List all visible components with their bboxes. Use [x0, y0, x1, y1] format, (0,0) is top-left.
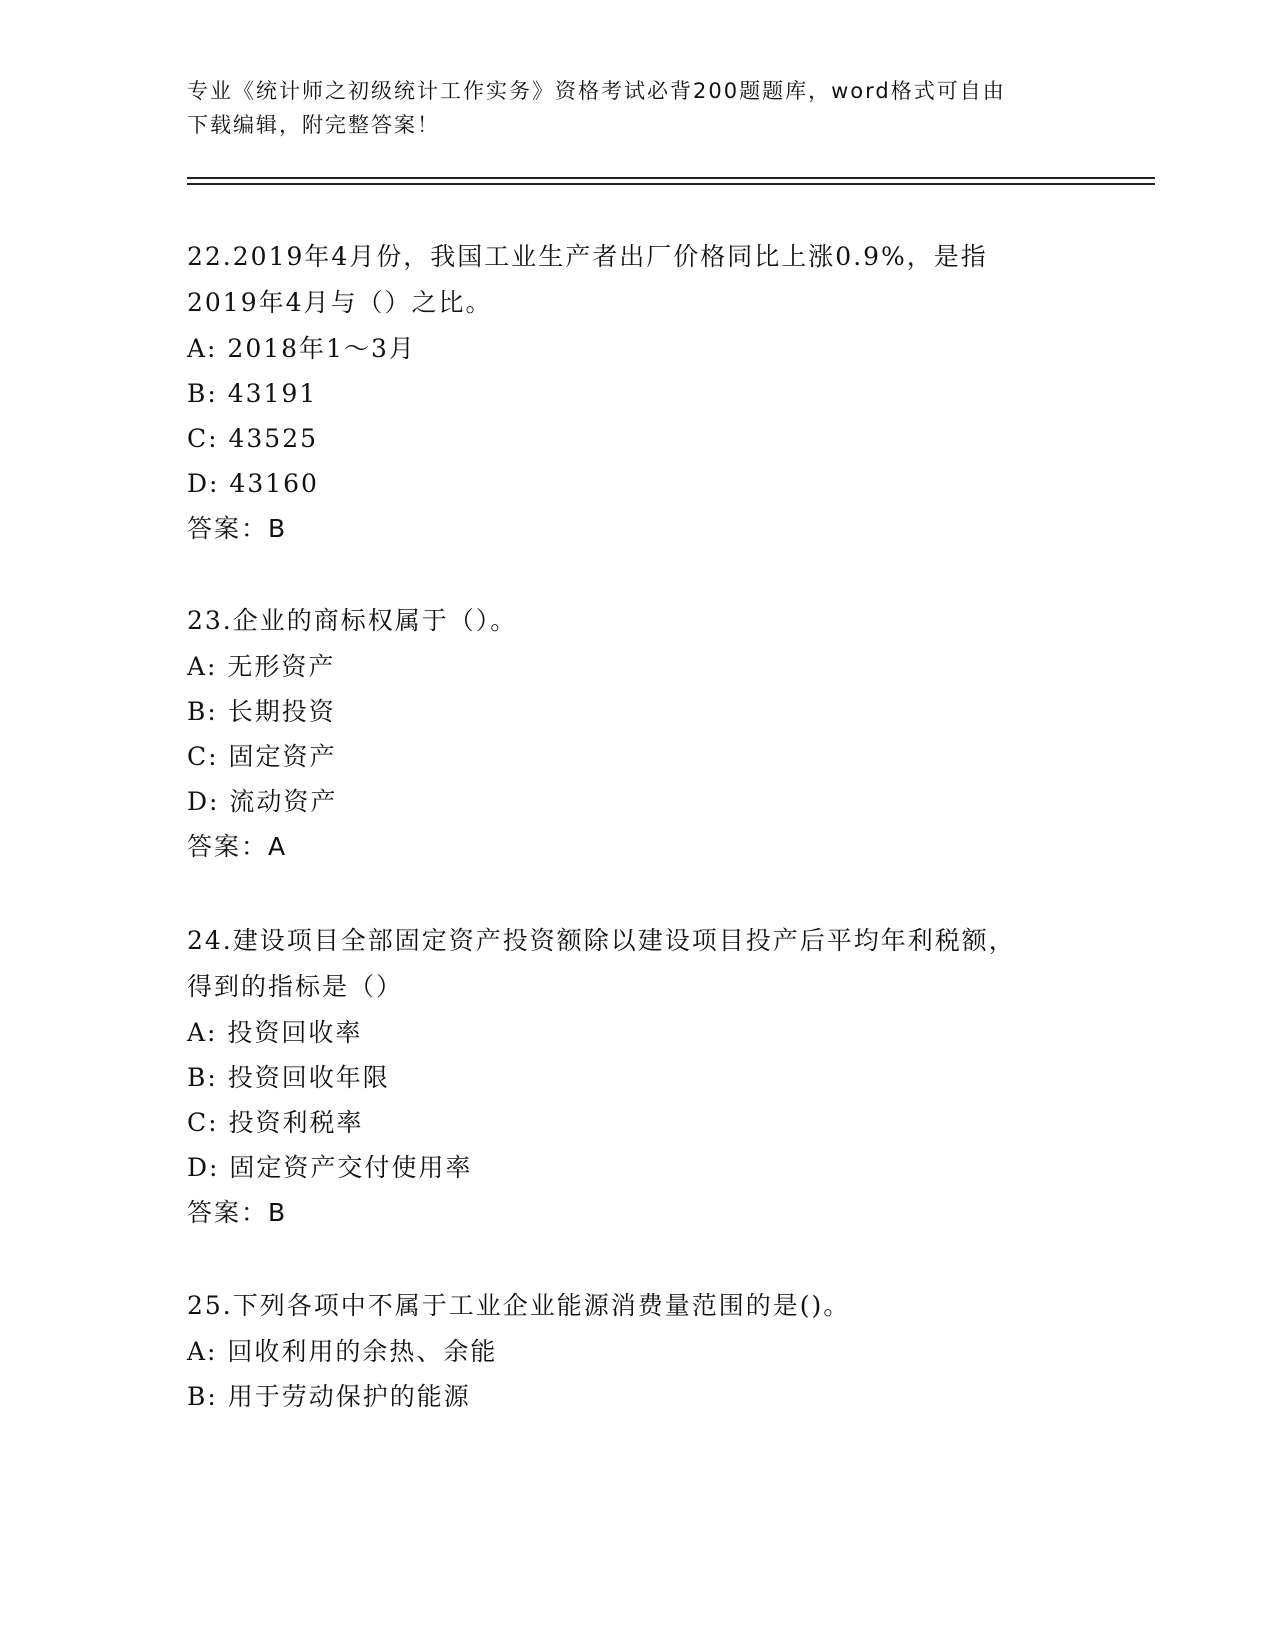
header-title-line-2: 下载编辑，附完整答案！ — [187, 113, 440, 137]
option-d: D: 固定资产交付使用率 — [187, 1153, 473, 1182]
question-stem — [187, 234, 1087, 326]
answer-key: 答案：B — [187, 1198, 288, 1227]
answer-key: 答案：A — [187, 832, 288, 861]
option-a: A: 回收利用的余热、余能 — [187, 1337, 498, 1366]
option-a: A: 无形资产 — [187, 652, 336, 681]
question-stem — [187, 598, 1087, 644]
question-stem — [187, 918, 1087, 1010]
question-22 — [187, 234, 1087, 552]
question-stem-line-2: 2019年4月与（）之比。 — [187, 288, 493, 317]
option-d: D: 43160 — [187, 469, 319, 498]
question-stem-line-1: 23.企业的商标权属于（）。 — [187, 606, 518, 635]
option-b: B: 用于劳动保护的能源 — [187, 1382, 471, 1411]
option-c: C: 投资利税率 — [187, 1108, 364, 1137]
question-stem-line-2: 得到的指标是（） — [187, 972, 404, 1001]
question-stem-line-1: 24.建设项目全部固定资产投资额除以建设项目投产后平均年利税额， — [187, 926, 1016, 955]
question-23 — [187, 598, 1087, 870]
document-header — [187, 74, 1077, 142]
option-a: A: 2018年1～3月 — [187, 334, 416, 363]
question-24 — [187, 918, 1087, 1236]
question-stem-line-1: 22.2019年4月份，我国工业生产者出厂价格同比上涨0.9%，是指 — [187, 242, 988, 271]
question-stem-line-1: 25.下列各项中不属于工业企业能源消费量范围的是()。 — [187, 1291, 851, 1320]
header-divider-bottom — [187, 183, 1155, 185]
header-divider-top — [187, 177, 1155, 179]
header-title-line-1: 专业《统计师之初级统计工作实务》资格考试必背200题题库，word格式可自由 — [187, 79, 1006, 103]
question-stem — [187, 1283, 1087, 1329]
option-c: C: 43525 — [187, 424, 319, 453]
answer-key: 答案：B — [187, 514, 288, 543]
option-b: B: 投资回收年限 — [187, 1063, 390, 1092]
option-c: C: 固定资产 — [187, 742, 337, 771]
option-b: B: 43191 — [187, 379, 318, 408]
option-a: A: 投资回收率 — [187, 1018, 363, 1047]
option-d: D: 流动资产 — [187, 787, 338, 816]
option-b: B: 长期投资 — [187, 697, 336, 726]
question-25 — [187, 1283, 1087, 1419]
